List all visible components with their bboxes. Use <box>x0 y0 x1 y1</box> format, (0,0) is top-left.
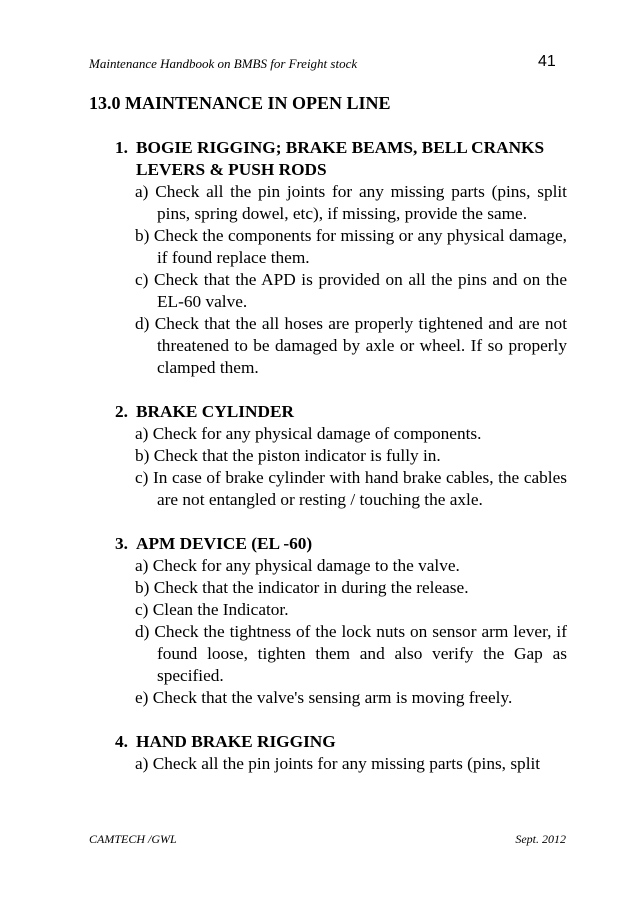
subsection-number: 1. <box>115 138 128 157</box>
checklist <box>135 181 567 379</box>
subsection-brake-cylinder <box>115 401 567 511</box>
checklist-item: a) Check for any physical damage to the valve. <box>135 556 460 575</box>
checklist <box>135 555 567 709</box>
checklist-item: b) Check the components for missing or any physical damage, if found replace them. <box>135 226 567 267</box>
checklist-item: c) Check that the APD is provided on all the pins and on the EL-60 valve. <box>135 270 567 311</box>
subsection-title <box>115 401 567 423</box>
section-content <box>115 137 567 797</box>
checklist-item: a) Check all the pin joints for any missing parts (pins, split pins, spring dowel, etc), if missing, provide the same. <box>135 182 567 223</box>
subsection-number: 2. <box>115 402 128 421</box>
subsection-title-text: APM DEVICE (EL -60) <box>136 534 313 553</box>
checklist <box>135 423 567 511</box>
checklist-item: b) Check that the piston indicator is fully in. <box>135 446 441 465</box>
subsection-title <box>115 533 567 555</box>
checklist-item: c) In case of brake cylinder with hand brake cables, the cables are not entangled or resting / touching the axle. <box>135 468 567 509</box>
checklist-item: a) Check all the pin joints for any missing parts (pins, split <box>135 754 541 773</box>
checklist-item: b) Check that the indicator in during the release. <box>135 578 469 597</box>
subsection-title <box>115 137 567 181</box>
section-heading: 13.0 MAINTENANCE IN OPEN LINE <box>89 93 391 113</box>
checklist-item: d) Check the tightness of the lock nuts on sensor arm lever, if found loose, tighten them and also verify the Gap as specified. <box>135 622 567 685</box>
running-header: Maintenance Handbook on BMBS for Freight stock <box>89 56 358 71</box>
subsection-bogie-rigging <box>115 137 567 379</box>
subsection-title-text: BOGIE RIGGING; BRAKE BEAMS, BELL CRANKS LEVERS & PUSH RODS <box>136 138 545 179</box>
checklist-item: d) Check that the all hoses are properly tightened and are not threatened to be damaged by axle or wheel. If so properly clamped them. <box>135 314 567 377</box>
checklist-item: a) Check for any physical damage of components. <box>135 424 482 443</box>
subsection-hand-brake-rigging <box>115 731 567 775</box>
subsection-apm-device <box>115 533 567 709</box>
checklist <box>135 753 567 775</box>
checklist-item: c) Clean the Indicator. <box>135 600 289 619</box>
subsection-title-text: BRAKE CYLINDER <box>136 402 294 421</box>
subsection-number: 3. <box>115 534 128 553</box>
subsection-title-text: HAND BRAKE RIGGING <box>136 732 336 751</box>
subsection-title <box>115 731 567 753</box>
subsection-number: 4. <box>115 732 128 751</box>
footer-organization: CAMTECH /GWL <box>89 832 177 846</box>
footer-date: Sept. 2012 <box>515 832 566 846</box>
checklist-item: e) Check that the valve's sensing arm is moving freely. <box>135 688 513 707</box>
page-number: 41 <box>538 53 556 70</box>
